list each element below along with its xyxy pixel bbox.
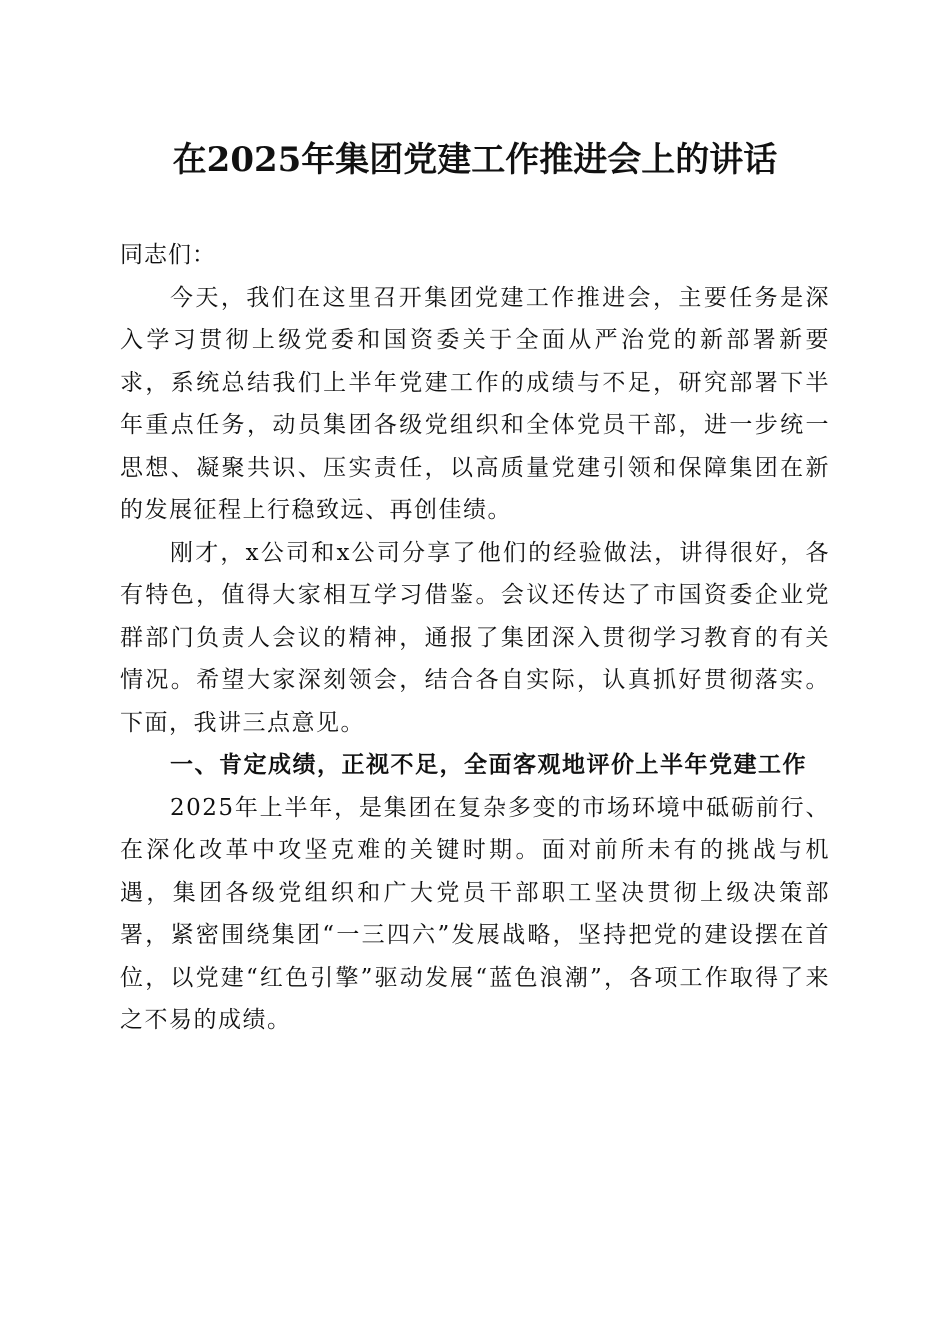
- greeting: 同志们：: [120, 242, 216, 268]
- document-title: 在2025年集团党建工作推进会上的讲话: [172, 140, 778, 180]
- section-paragraph: 2025年上半年，是集团在复杂多变的市场环境中砥砺前行、在深化改革中攻坚克难的关键时期。面对前所未有的挑战与机遇，集团各级党组织和广大党员干部职工坚决贯彻上级决策部署，紧密围绕集团“一三四六”发展战略，坚持把党的建设摆在首位，以党建“红色引擎”驱动发展“蓝色浪潮”，各项工作取得了来之不易的成绩。: [120, 794, 830, 1033]
- paragraph-opening: 今天，我们在这里召开集团党建工作推进会，主要任务是深入学习贯彻上级党委和国资委关于全面从严治党的新部署新要求，系统总结我们上半年党建工作的成绩与不足，研究部署下半年重点任务，动员集团各级党组织和全体党员干部，进一步统一思想、凝聚共识、压实责任，以高质量党建引领和保障集团在新的发展征程上行稳致远、再创佳绩。: [120, 284, 830, 523]
- document-body: [120, 234, 830, 1042]
- section-heading: 一、肯定成绩，正视不足，全面客观地评价上半年党建工作: [170, 752, 807, 778]
- paragraph-second: 刚才，x公司和x公司分享了他们的经验做法，讲得很好，各有特色，值得大家相互学习借鉴。会议还传达了市国资委企业党群部门负责人会议的精神，通报了集团深入贯彻学习教育的有关情况。希望大家深刻领会，结合各自实际，认真抓好贯彻落实。下面，我讲三点意见。: [120, 539, 830, 736]
